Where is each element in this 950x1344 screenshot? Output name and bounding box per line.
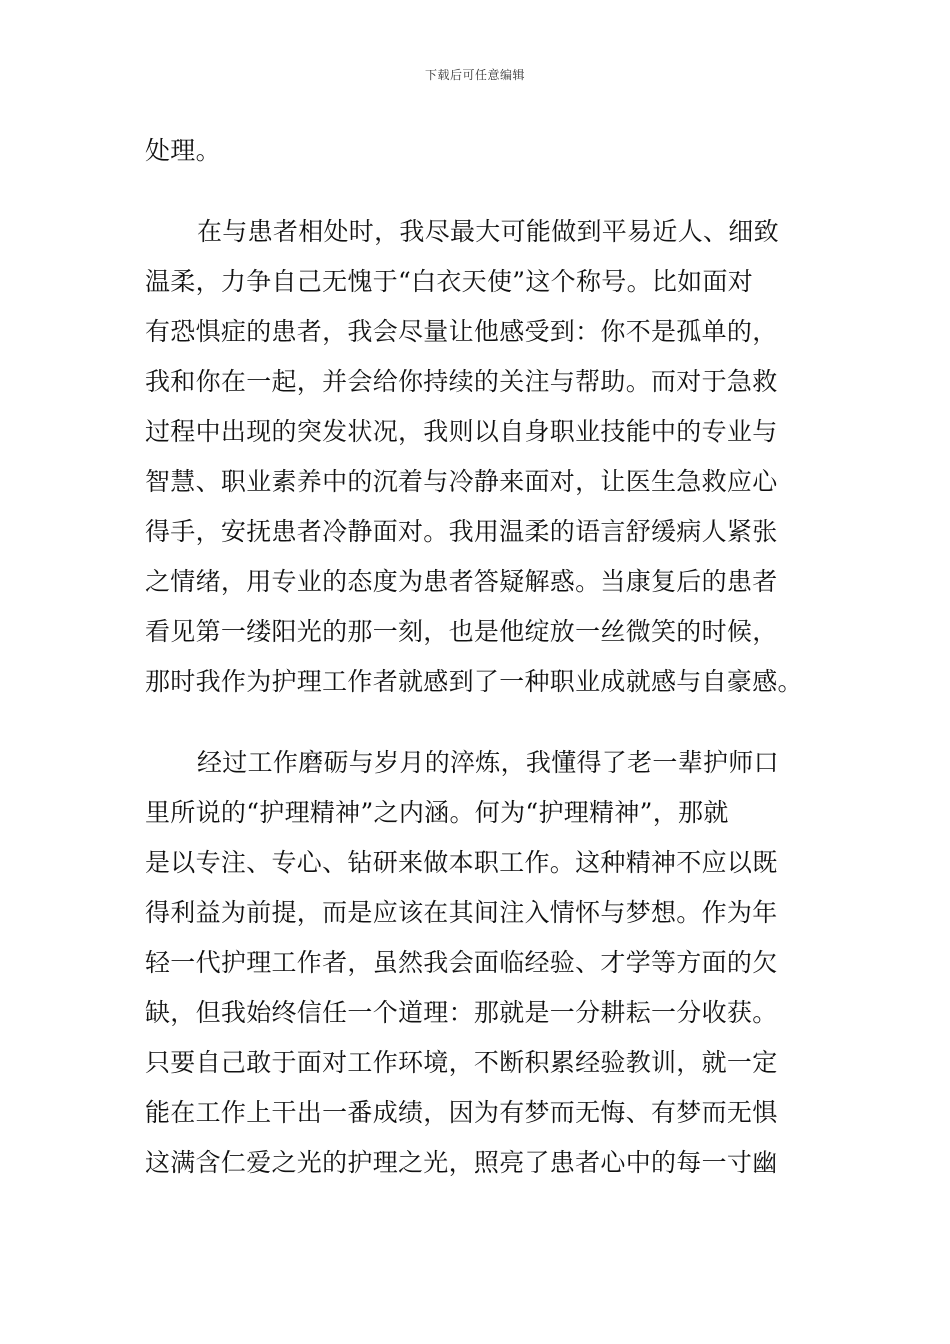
text-line: 只要自己敢于面对工作环境，不断积累经验教训，就一定 bbox=[145, 1048, 778, 1077]
paragraph bbox=[145, 738, 807, 1188]
text-line: 过程中出现的突发状况，我则以自身职业技能中的专业与 bbox=[145, 417, 778, 446]
paragraph bbox=[145, 207, 807, 707]
text-line: 有恐惧症的患者，我会尽量让他感受到：你不是孤单的， bbox=[145, 317, 778, 346]
text-line: 里所说的“护理精神”之内涵。何为“护理精神”，那就 bbox=[145, 798, 729, 827]
paragraph-gap bbox=[145, 176, 807, 207]
text-line: 轻一代护理工作者，虽然我会面临经验、才学等方面的欠 bbox=[145, 948, 778, 977]
text-line: 缺，但我始终信任一个道理：那就是一分耕耘一分收获。 bbox=[145, 998, 778, 1027]
text-line: 这满含仁爱之光的护理之光，照亮了患者心中的每一寸幽 bbox=[145, 1148, 778, 1177]
text-line: 得手，安抚患者冷静面对。我用温柔的语言舒缓病人紧张 bbox=[145, 517, 778, 546]
text-line: 能在工作上干出一番成绩，因为有梦而无悔、有梦而无惧 bbox=[145, 1098, 778, 1127]
text-line: 那时我作为护理工作者就感到了一种职业成就感与自豪感。 bbox=[145, 667, 803, 696]
text-line: 在与患者相处时，我尽最大可能做到平易近人、细致 bbox=[197, 217, 779, 246]
text-line: 智慧、职业素养中的沉着与冷静来面对，让医生急救应心 bbox=[145, 467, 778, 496]
text-line: 得利益为前提，而是应该在其间注入情怀与梦想。作为年 bbox=[145, 898, 778, 927]
text-line: 看见第一缕阳光的那一刻，也是他绽放一丝微笑的时候， bbox=[145, 617, 778, 646]
paragraph-continuation bbox=[145, 126, 807, 176]
text-line: 是以专注、专心、钻研来做本职工作。这种精神不应以既 bbox=[145, 848, 778, 877]
text-line: 我和你在一起，并会给你持续的关注与帮助。而对于急救 bbox=[145, 367, 778, 396]
text-line: 处理。 bbox=[145, 136, 221, 165]
paragraph-gap bbox=[145, 707, 807, 738]
page-header: 下载后可任意编辑 bbox=[424, 68, 525, 82]
document-body bbox=[145, 126, 807, 1188]
text-line: 之情绪，用专业的态度为患者答疑解惑。当康复后的患者 bbox=[145, 567, 778, 596]
text-line: 经过工作磨砺与岁月的淬炼，我懂得了老一辈护师口 bbox=[197, 748, 779, 777]
text-line: 温柔，力争自己无愧于“白衣天使”这个称号。比如面对 bbox=[145, 267, 754, 296]
